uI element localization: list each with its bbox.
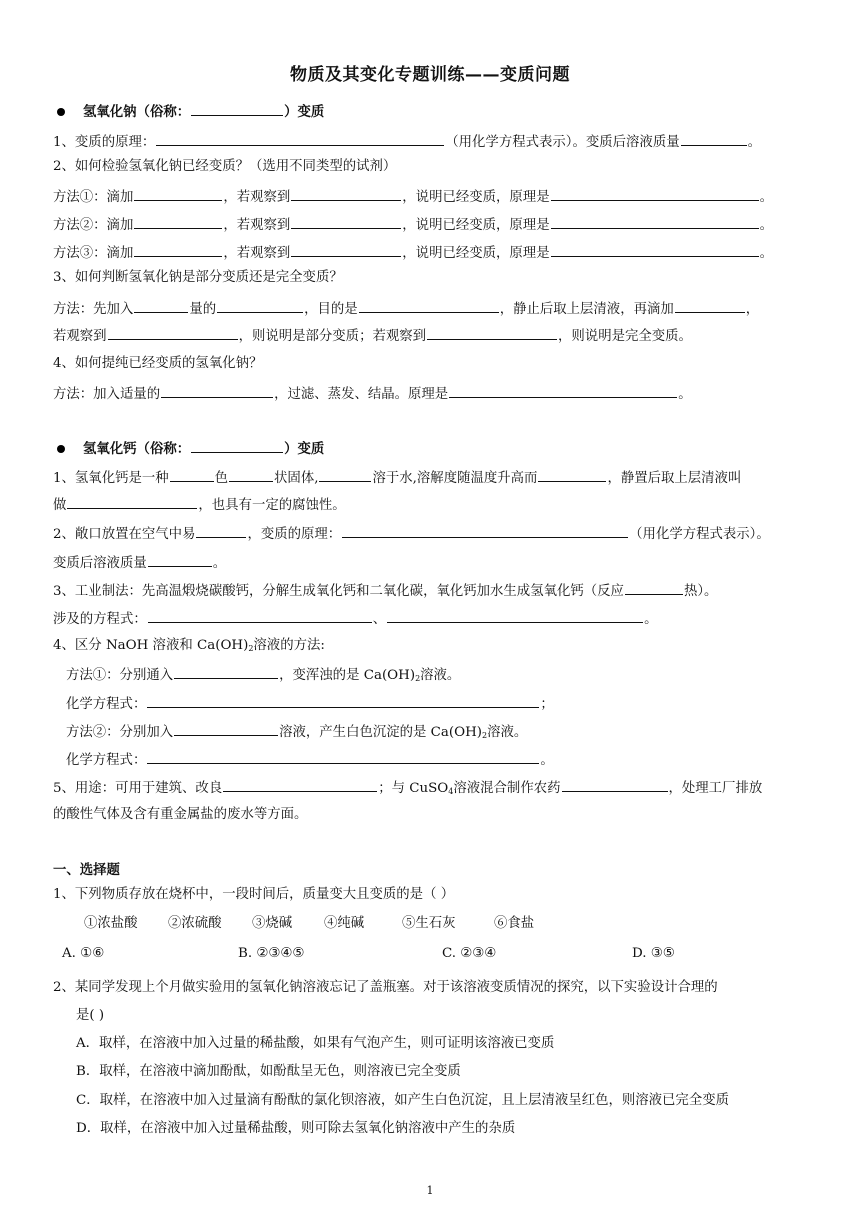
caoh-q4-method-2: 方法②：分别加入 溶液，产生白色沉淀的是 $Ca(OH)_2$溶液。	[66, 721, 812, 741]
mc-question-1: 1、下列物质存放在烧杯中，一段时间后，质量变大且变质的是（ ）	[53, 887, 455, 902]
answer-blank[interactable]	[108, 325, 238, 340]
answer-blank[interactable]	[675, 298, 745, 313]
caoh-q5: 5、用途：可用于建筑、改良 ；与 CuSO$_4$溶液混合制作农药 ，处理工厂排放	[53, 777, 812, 797]
answer-option-d[interactable]: D. ③⑤	[632, 946, 675, 961]
answer-blank[interactable]	[134, 242, 222, 257]
naoh-q4: 4、如何提纯已经变质的氢氧化钠？	[53, 356, 263, 371]
answer-blank[interactable]	[538, 467, 606, 482]
caoh-q5-cont: 的酸性气体及含有重金属盐的废水等方面。	[53, 807, 308, 822]
answer-blank[interactable]	[156, 131, 444, 146]
mc-question-2: 2、某同学发现上个月做实验用的氢氧化钠溶液忘记了盖瓶塞。对于该溶液变质情况的探究，以下实验设计合理的	[53, 980, 718, 995]
answer-blank[interactable]	[134, 298, 188, 313]
naoh-q2: 2、如何检验氢氧化钠已经变质？（选用不同类型的试剂）	[53, 159, 397, 174]
answer-blank[interactable]	[191, 438, 283, 453]
page-title: 物质及其变化专题训练——变质问题	[290, 65, 570, 85]
answer-blank[interactable]	[449, 383, 677, 398]
answer-blank[interactable]	[551, 214, 759, 229]
q1-item: ②浓硫酸	[168, 916, 222, 931]
q1-item: ③烧碱	[252, 916, 293, 931]
answer-blank[interactable]	[196, 523, 246, 538]
answer-option-a[interactable]: A．取样，在溶液中加入过量的稀盐酸，如果有气泡产生，则可证明该溶液已变质	[76, 1036, 555, 1051]
mc-question-2-cont: 是( )	[76, 1008, 105, 1023]
answer-blank[interactable]	[291, 214, 401, 229]
answer-option-c[interactable]: C. ②③④	[442, 946, 497, 961]
mc-q1-items	[84, 914, 812, 934]
naoh-q1: 1、变质的原理： （用化学方程式表示）。变质后溶液质量 。	[53, 131, 812, 151]
q1-item: ⑤生石灰	[402, 916, 456, 931]
caoh-q1: 1、氢氧化钙是一种 色 状固体, 溶于水,溶解度随温度升高而 ，静置后取上层清液叫	[53, 467, 812, 487]
naoh-q3-method: 方法：先加入 量的 ，目的是 ，静止后取上层清液，再滴加 ，	[53, 298, 812, 318]
answer-blank[interactable]	[191, 101, 283, 116]
naoh-method-3: 方法③：滴加 ，若观察到 ，说明已经变质，原理是 。	[53, 242, 812, 262]
answer-blank[interactable]	[342, 523, 628, 538]
answer-blank[interactable]	[291, 186, 401, 201]
answer-blank[interactable]	[551, 242, 759, 257]
answer-blank[interactable]	[427, 325, 557, 340]
answer-option-b[interactable]: B. ②③④⑤	[238, 946, 305, 961]
caoh-q4: 4、区分 NaOH 溶液和 $Ca(OH)_2$溶液的方法:	[53, 638, 325, 653]
q1-item: ⑥食盐	[494, 916, 535, 931]
caoh-heading: 氢氧化钙（俗称： ）变质	[53, 438, 812, 458]
answer-blank[interactable]	[134, 214, 222, 229]
caoh-q1-cont: 做 ，也具有一定的腐蚀性。	[53, 494, 812, 514]
caoh-q4-equation-1: 化学方程式： ；	[66, 693, 812, 713]
q1-item: ④纯碱	[324, 916, 365, 931]
answer-blank[interactable]	[359, 298, 499, 313]
naoh-method-2: 方法②：滴加 ，若观察到 ，说明已经变质，原理是 。	[53, 214, 812, 234]
answer-blank[interactable]	[147, 693, 539, 708]
caoh-q3-equations: 涉及的方程式： 、 。	[53, 608, 812, 628]
answer-blank[interactable]	[174, 721, 278, 736]
q1-item: ①浓盐酸	[84, 916, 138, 931]
answer-option-d[interactable]: D．取样，在溶液中加入过量稀盐酸，则可除去氢氧化钠溶液中产生的杂质	[76, 1121, 516, 1136]
answer-blank[interactable]	[625, 580, 683, 595]
naoh-heading: 氢氧化钠（俗称： ）变质	[53, 101, 812, 121]
naoh-q4-method: 方法：加入适量的 ，过滤、蒸发、结晶。原理是 。	[53, 383, 812, 403]
caoh-q4-equation-2: 化学方程式： 。	[66, 749, 812, 769]
answer-blank[interactable]	[223, 777, 377, 792]
answer-blank[interactable]	[147, 749, 539, 764]
answer-blank[interactable]	[148, 552, 212, 567]
answer-blank[interactable]	[161, 383, 273, 398]
mc-q1-options	[62, 944, 812, 964]
naoh-q3: 3、如何判断氢氧化钠是部分变质还是完全变质？	[53, 270, 343, 285]
page-number: 1	[426, 1184, 434, 1197]
naoh-q3-method-cont: 若观察到 ，则说明是部分变质；若观察到 ，则说明是完全变质。	[53, 325, 812, 345]
answer-option-c[interactable]: C．取样，在溶液中加入过量滴有酚酞的氯化钡溶液，如产生白色沉淀，且上层清液呈红色，则溶液已完全变质	[76, 1093, 729, 1108]
answer-option-a[interactable]: A. ①⑥	[62, 946, 105, 961]
bullet-icon	[57, 108, 65, 116]
naoh-method-1: 方法①：滴加 ，若观察到 ，说明已经变质，原理是 。	[53, 186, 812, 206]
answer-blank[interactable]	[67, 494, 197, 509]
answer-blank[interactable]	[681, 131, 747, 146]
answer-blank[interactable]	[229, 467, 273, 482]
answer-blank[interactable]	[134, 186, 222, 201]
answer-blank[interactable]	[551, 186, 759, 201]
answer-blank[interactable]	[174, 664, 278, 679]
answer-blank[interactable]	[387, 608, 643, 623]
answer-blank[interactable]	[148, 608, 372, 623]
answer-blank[interactable]	[291, 242, 401, 257]
answer-blank[interactable]	[562, 777, 668, 792]
answer-blank[interactable]	[217, 298, 303, 313]
caoh-q2: 2、敞口放置在空气中易 ，变质的原理： （用化学方程式表示）。	[53, 523, 812, 543]
caoh-q2-cont: 变质后溶液质量 。	[53, 552, 812, 572]
caoh-q4-method-1: 方法①：分别通入 ，变浑浊的是 $Ca(OH)_2$溶液。	[66, 664, 812, 684]
caoh-q3: 3、工业制法：先高温煅烧碳酸钙，分解生成氧化钙和二氧化碳，氧化钙加水生成氢氧化钙（反应 热）。	[53, 580, 812, 600]
answer-blank[interactable]	[170, 467, 214, 482]
answer-blank[interactable]	[319, 467, 371, 482]
bullet-icon	[57, 445, 65, 453]
section-heading: 一、选择题	[53, 863, 120, 878]
answer-option-b[interactable]: B．取样，在溶液中滴加酚酞，如酚酞呈无色，则溶液已完全变质	[76, 1064, 461, 1079]
